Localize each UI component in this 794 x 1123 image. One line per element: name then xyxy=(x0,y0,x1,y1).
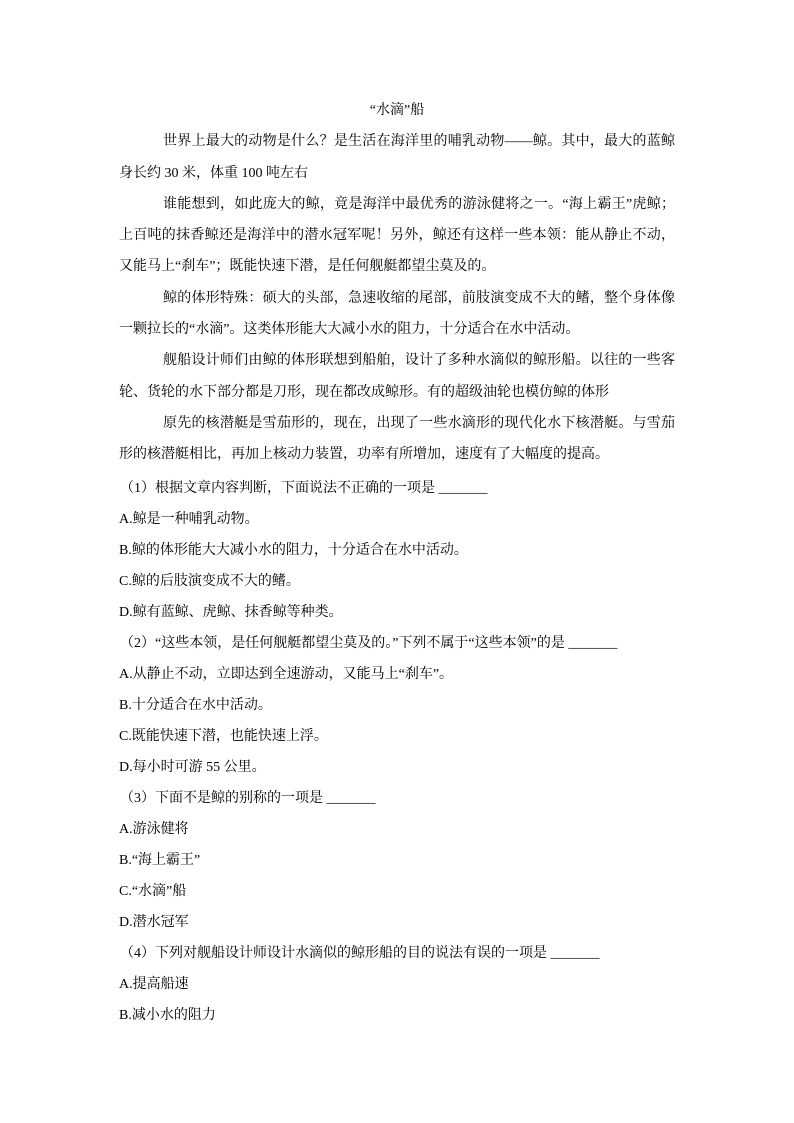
question-stem: （1）根据文章内容判断，下面说法不正确的一项是 _______ xyxy=(120,481,488,496)
option-b: B.“海上霸王” xyxy=(119,853,201,868)
option-a: A.鲸是一种哺乳动物。 xyxy=(119,512,259,527)
option-a: A.从静止不动，立即达到全速游动，又能马上“刹车”。 xyxy=(119,667,454,682)
option-b: B.十分适合在水中活动。 xyxy=(119,698,272,713)
paragraph-line: 世界上最大的动物是什么？是生活在海洋里的哺乳动物——鲸。其中，最大的蓝鲸 xyxy=(163,134,675,150)
paragraph-line: 轮、货轮的水下部分都是刀形，现在都改成鲸形。有的超级油轮也模仿鲸的体形 xyxy=(119,384,609,400)
paragraph-3 xyxy=(119,283,675,346)
question-stem: （4）下列对舰船设计师设计水滴似的鲸形船的目的说法有误的一项是 _______ xyxy=(120,946,600,961)
option-a: A.提高船速 xyxy=(119,977,189,992)
option-a: A.游泳健将 xyxy=(119,822,189,837)
option-d: D.每小时可游 55 公里。 xyxy=(119,760,266,775)
option-d: D.鲸有蓝鲸、虎鲸、抹香鲸等种类。 xyxy=(119,605,343,620)
question-2 xyxy=(119,628,675,783)
paragraph-1 xyxy=(119,126,675,189)
paragraph-4 xyxy=(119,345,675,408)
paragraph-line: 身长约 30 米，体重 100 吨左右 xyxy=(119,165,308,181)
passage-title: “水滴”船 xyxy=(369,103,425,118)
paragraph-line: 谁能想到，如此庞大的鲸，竟是海洋中最优秀的游泳健将之一。“海上霸王”虎鲸； xyxy=(163,196,675,212)
option-c: C.鲸的后肢演变成不大的鳍。 xyxy=(119,574,300,589)
reading-passage xyxy=(119,95,675,471)
option-c: C.“水滴”船 xyxy=(119,884,187,899)
paragraph-line: 舰船设计师们由鲸的体形联想到船舶，设计了多种水滴似的鲸形船。以往的一些客 xyxy=(163,353,675,369)
paragraph-5 xyxy=(119,408,675,471)
option-d: D.潜水冠军 xyxy=(119,915,189,930)
paragraph-line: 形的核潜艇相比，再加上核动力装置，功率有所增加，速度有了大幅度的提高。 xyxy=(119,447,609,463)
paragraph-line: 一颗拉长的“水滴”。这类体形能大大减小水的阻力，十分适合在水中活动。 xyxy=(119,322,580,338)
option-b: B.减小水的阻力 xyxy=(119,1008,216,1023)
question-stem: （2）“这些本领，是任何舰艇都望尘莫及的。”下列不属于“这些本领”的是 _______ xyxy=(120,636,618,651)
option-c: C.既能快速下潜，也能快速上浮。 xyxy=(119,729,328,744)
paragraph-line: 上百吨的抹香鲸还是海洋中的潜水冠军呢！另外，鲸还有这样一些本领：能从静止不动， xyxy=(119,228,675,244)
question-3 xyxy=(119,783,675,938)
question-4 xyxy=(119,938,675,1031)
option-b: B.鲸的体形能大大减小水的阻力，十分适合在水中活动。 xyxy=(119,543,468,558)
question-stem: （3）下面不是鲸的别称的一项是 _______ xyxy=(120,791,376,806)
question-list xyxy=(119,473,675,1031)
paragraph-line: 又能马上“刹车”；既能快速下潜，是任何舰艇都望尘莫及的。 xyxy=(119,259,496,275)
paragraph-line: 鲸的体形特殊：硕大的头部，急速收缩的尾部，前肢演变成不大的鳍，整个身体像 xyxy=(163,290,675,306)
question-1 xyxy=(119,473,675,628)
paragraph-2 xyxy=(119,189,675,283)
paragraph-line: 原先的核潜艇是雪茄形的，现在，出现了一些水滴形的现代化水下核潜艇。与雪茄 xyxy=(163,415,675,431)
